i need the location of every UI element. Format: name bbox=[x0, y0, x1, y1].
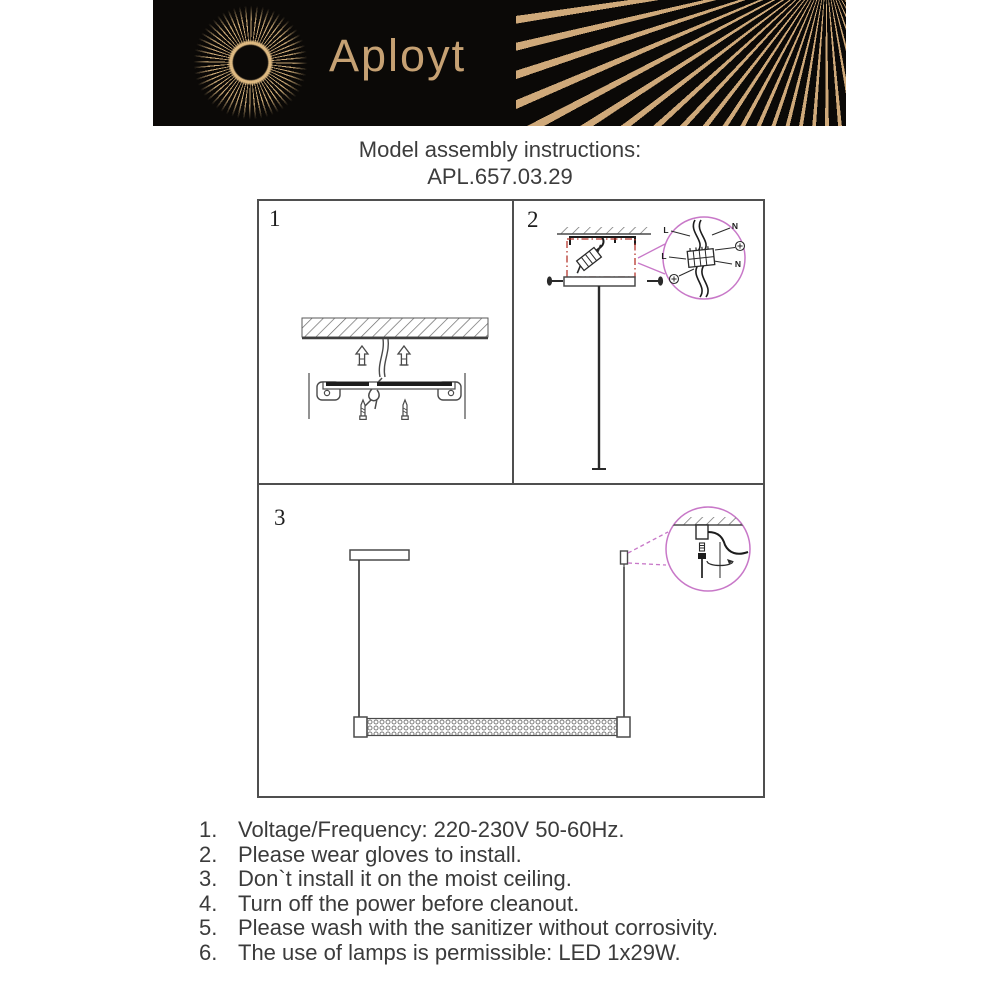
sunburst-logo-icon bbox=[192, 4, 309, 121]
item-number: 3. bbox=[199, 866, 218, 892]
rays-decoration-icon bbox=[516, 0, 846, 126]
item-text: Turn off the power before cleanout. bbox=[238, 890, 580, 916]
brand-name: Aployt bbox=[329, 30, 467, 81]
canopy bbox=[564, 277, 635, 286]
panel-1-bracket-mounting bbox=[259, 201, 512, 483]
list-item bbox=[199, 915, 839, 940]
page-title: Model assembly instructions: bbox=[358, 137, 642, 162]
list-item bbox=[199, 940, 839, 965]
item-number: 6. bbox=[199, 939, 218, 965]
item-text: Please wash with the sanitizer without corrosivity. bbox=[238, 915, 719, 941]
list-item bbox=[199, 866, 839, 891]
panel-3-suspended-lamp bbox=[259, 485, 763, 798]
grip-callout bbox=[666, 507, 750, 591]
panel-number: 3 bbox=[274, 505, 286, 530]
item-text: The use of lamps is permissible: LED 1x29W. bbox=[238, 939, 681, 965]
panel-number: 2 bbox=[527, 207, 539, 232]
side-screw-left bbox=[547, 276, 563, 285]
wiring-callout bbox=[661, 217, 745, 299]
cable-grip bbox=[621, 551, 628, 567]
brand-header bbox=[153, 0, 846, 126]
model-number: APL.657.03.29 bbox=[427, 164, 573, 189]
callout-pointer bbox=[628, 532, 668, 565]
panel-2-canopy-wiring bbox=[514, 201, 763, 483]
mounting-bracket bbox=[317, 382, 461, 400]
label-l-mid: L bbox=[661, 251, 667, 261]
label-l-top: L bbox=[663, 225, 669, 235]
label-n-mid: N bbox=[734, 259, 742, 269]
assembly-diagram bbox=[257, 199, 765, 798]
side-screw-right bbox=[647, 276, 663, 285]
ceiling bbox=[557, 227, 651, 234]
list-item bbox=[199, 817, 839, 842]
item-text: Please wear gloves to install. bbox=[238, 841, 522, 867]
canopy bbox=[350, 550, 409, 560]
item-number: 2. bbox=[199, 841, 218, 867]
label-n-top: N bbox=[731, 221, 739, 231]
list-item bbox=[199, 891, 839, 916]
panel-number: 1 bbox=[269, 206, 281, 231]
item-number: 5. bbox=[199, 915, 218, 941]
list-item bbox=[199, 842, 839, 867]
power-wire bbox=[363, 339, 388, 409]
item-number: 4. bbox=[199, 890, 218, 916]
title-block bbox=[0, 137, 1000, 190]
lamp-bar bbox=[354, 717, 630, 737]
item-number: 1. bbox=[199, 817, 218, 842]
instruction-list bbox=[199, 817, 839, 965]
item-text: Don`t install it on the moist ceiling. bbox=[238, 866, 572, 892]
terminal-block bbox=[571, 243, 607, 275]
item-text: Voltage/Frequency: 220-230V 50-60Hz. bbox=[238, 817, 625, 842]
ceiling bbox=[302, 318, 488, 338]
